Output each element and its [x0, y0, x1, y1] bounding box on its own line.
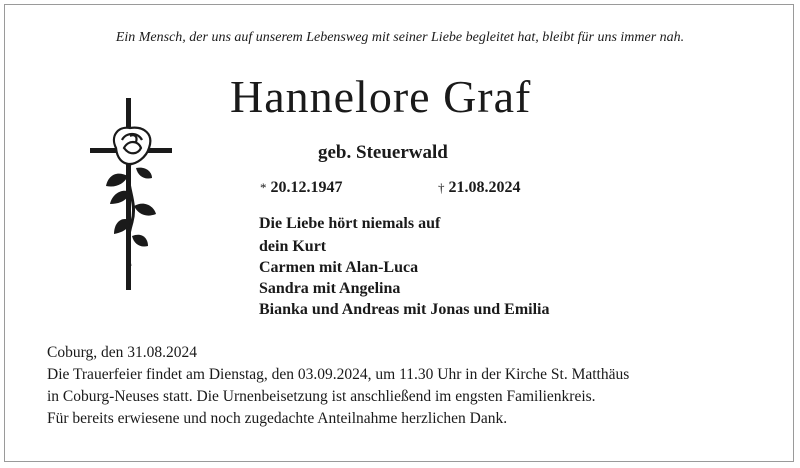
birth-date: 20.12.1947 — [270, 179, 343, 196]
death-date: 21.08.2024 — [448, 179, 521, 196]
mourner-line: dein Kurt — [259, 238, 327, 255]
mourners-block — [259, 213, 549, 320]
mourner-line: Sandra mit Angelina — [259, 280, 401, 297]
mourner-line: Bianka und Andreas mit Jonas und Emilia — [259, 301, 550, 318]
motto: Ein Mensch, der uns auf unserem Lebensweg mit seiner Liebe begleitet hat, bleibt für uns immer nah. — [115, 30, 685, 45]
notice-line: Die Trauerfeier findet am Dienstag, den 03.09.2024, um 11.30 Uhr in der Kirche St. Matthäus — [47, 366, 630, 383]
birth-date-line — [260, 179, 343, 197]
mourner-line: Carmen mit Alan-Luca — [259, 259, 419, 276]
death-date-line — [438, 179, 521, 197]
deceased-name: Hannelore Graf — [230, 71, 532, 122]
notice-line: in Coburg-Neuses statt. Die Urnenbeisetzung ist anschließend im engsten Familienkreis. — [47, 388, 596, 405]
birth-name: geb. Steuerwald — [318, 142, 448, 163]
place-date: Coburg, den 31.08.2024 — [47, 344, 197, 361]
mourners-quote: Die Liebe hört niemals auf — [259, 215, 441, 232]
notice-line: Für bereits erwiesene und noch zugedachte Anteilnahme herzlichen Dank. — [47, 410, 508, 427]
birth-symbol: * — [260, 180, 267, 195]
notice-text — [47, 342, 629, 430]
cross-with-rose-icon — [86, 96, 176, 296]
death-symbol: † — [438, 180, 445, 195]
